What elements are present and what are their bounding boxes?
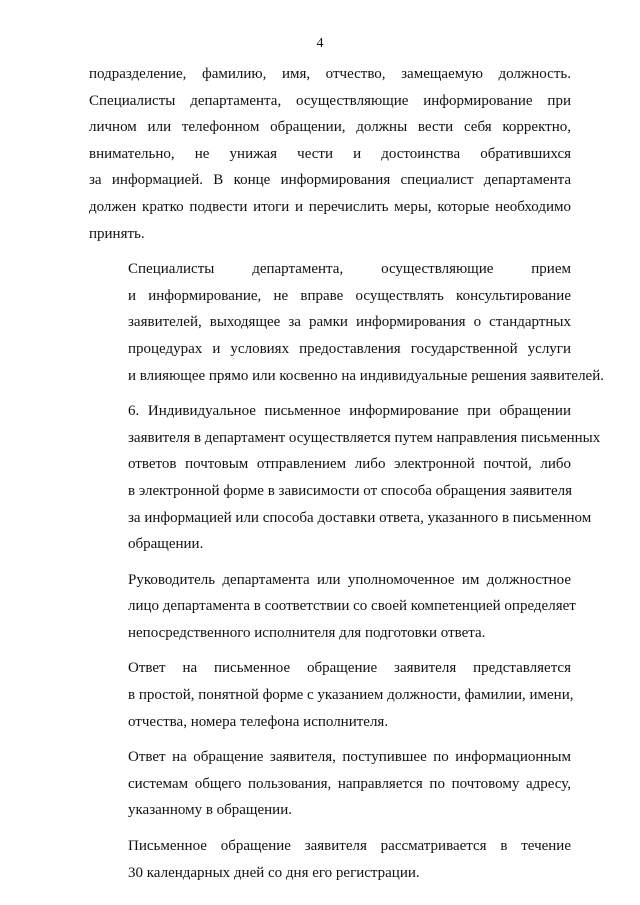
text-line: лицо департамента в соответствии со своей компетенцией определяет (128, 598, 576, 615)
text-line: и информирование, не вправе осуществлять консультирование (128, 287, 571, 304)
text-line: отчества, номера телефона исполнителя. (128, 713, 389, 730)
text-line: Ответ на письменное обращение заявителя представляется (128, 660, 571, 677)
text-line: 6. Индивидуальное письменное информирование при обращении (128, 403, 571, 420)
text-line: Руководитель департамента или уполномоченное им должностное (128, 571, 571, 588)
page-number: 4 (316, 36, 324, 51)
text-line: в электронной форме в зависимости от способа обращения заявителя (128, 482, 573, 499)
text-line: должен кратко подвести итоги и перечислить меры, которые необходимо (89, 198, 571, 215)
text-line: за информацией или способа доставки ответа, указанного в письменном (128, 509, 592, 526)
text-line: 30 календарных дней со дня его регистрации. (128, 864, 420, 881)
text-line: указанному в обращении. (128, 802, 292, 819)
text-line: Письменное обращение заявителя рассматривается в течение (128, 838, 571, 855)
text-line: непосредственного исполнителя для подготовки ответа. (128, 624, 486, 641)
text-line: за информацией. В конце информирования специалист департамента (89, 172, 571, 189)
text-line: Специалисты департамента, осуществляющие информирование при (89, 92, 571, 109)
paragraph-p2 (89, 256, 604, 389)
text-line: Ответ на обращение заявителя, поступившее по информационным (128, 749, 571, 766)
text-line: внимательно, не унижая чести и достоинства обратившихся (89, 145, 571, 162)
text-line: заявителей, выходящее за рамки информирования о стандартных (128, 314, 571, 331)
text-line: обращении. (128, 536, 204, 553)
text-line: и влияющее прямо или косвенно на индивидуальные решения заявителей. (128, 367, 604, 384)
text-line: подразделение, фамилию, имя, отчество, замещаемую должность. (89, 66, 571, 82)
paragraph-p3 (89, 398, 601, 558)
paragraph-p1 (89, 61, 571, 247)
paragraph-p7 (89, 833, 571, 886)
text-line: в простой, понятной форме с указанием должности, фамилии, имени, (128, 687, 574, 704)
text-line: личном или телефонном обращении, должны вести себя корректно, (89, 119, 571, 136)
text-line: процедурах и условиях предоставления государственной услуги (128, 340, 571, 357)
text-line: системам общего пользования, направляется по почтовому адресу, (128, 775, 571, 792)
text-line: ответов почтовым отправлением либо электронной почтой, либо (128, 456, 571, 473)
text-line: принять. (89, 225, 145, 242)
paragraph-p5 (89, 655, 574, 735)
document-body (89, 61, 604, 886)
paragraph-p4 (89, 567, 576, 647)
text-line: заявителя в департамент осуществляется путем направления письменных (128, 429, 601, 446)
paragraph-p6 (89, 744, 571, 824)
text-line: Специалисты департамента, осуществляющие прием (128, 261, 571, 278)
